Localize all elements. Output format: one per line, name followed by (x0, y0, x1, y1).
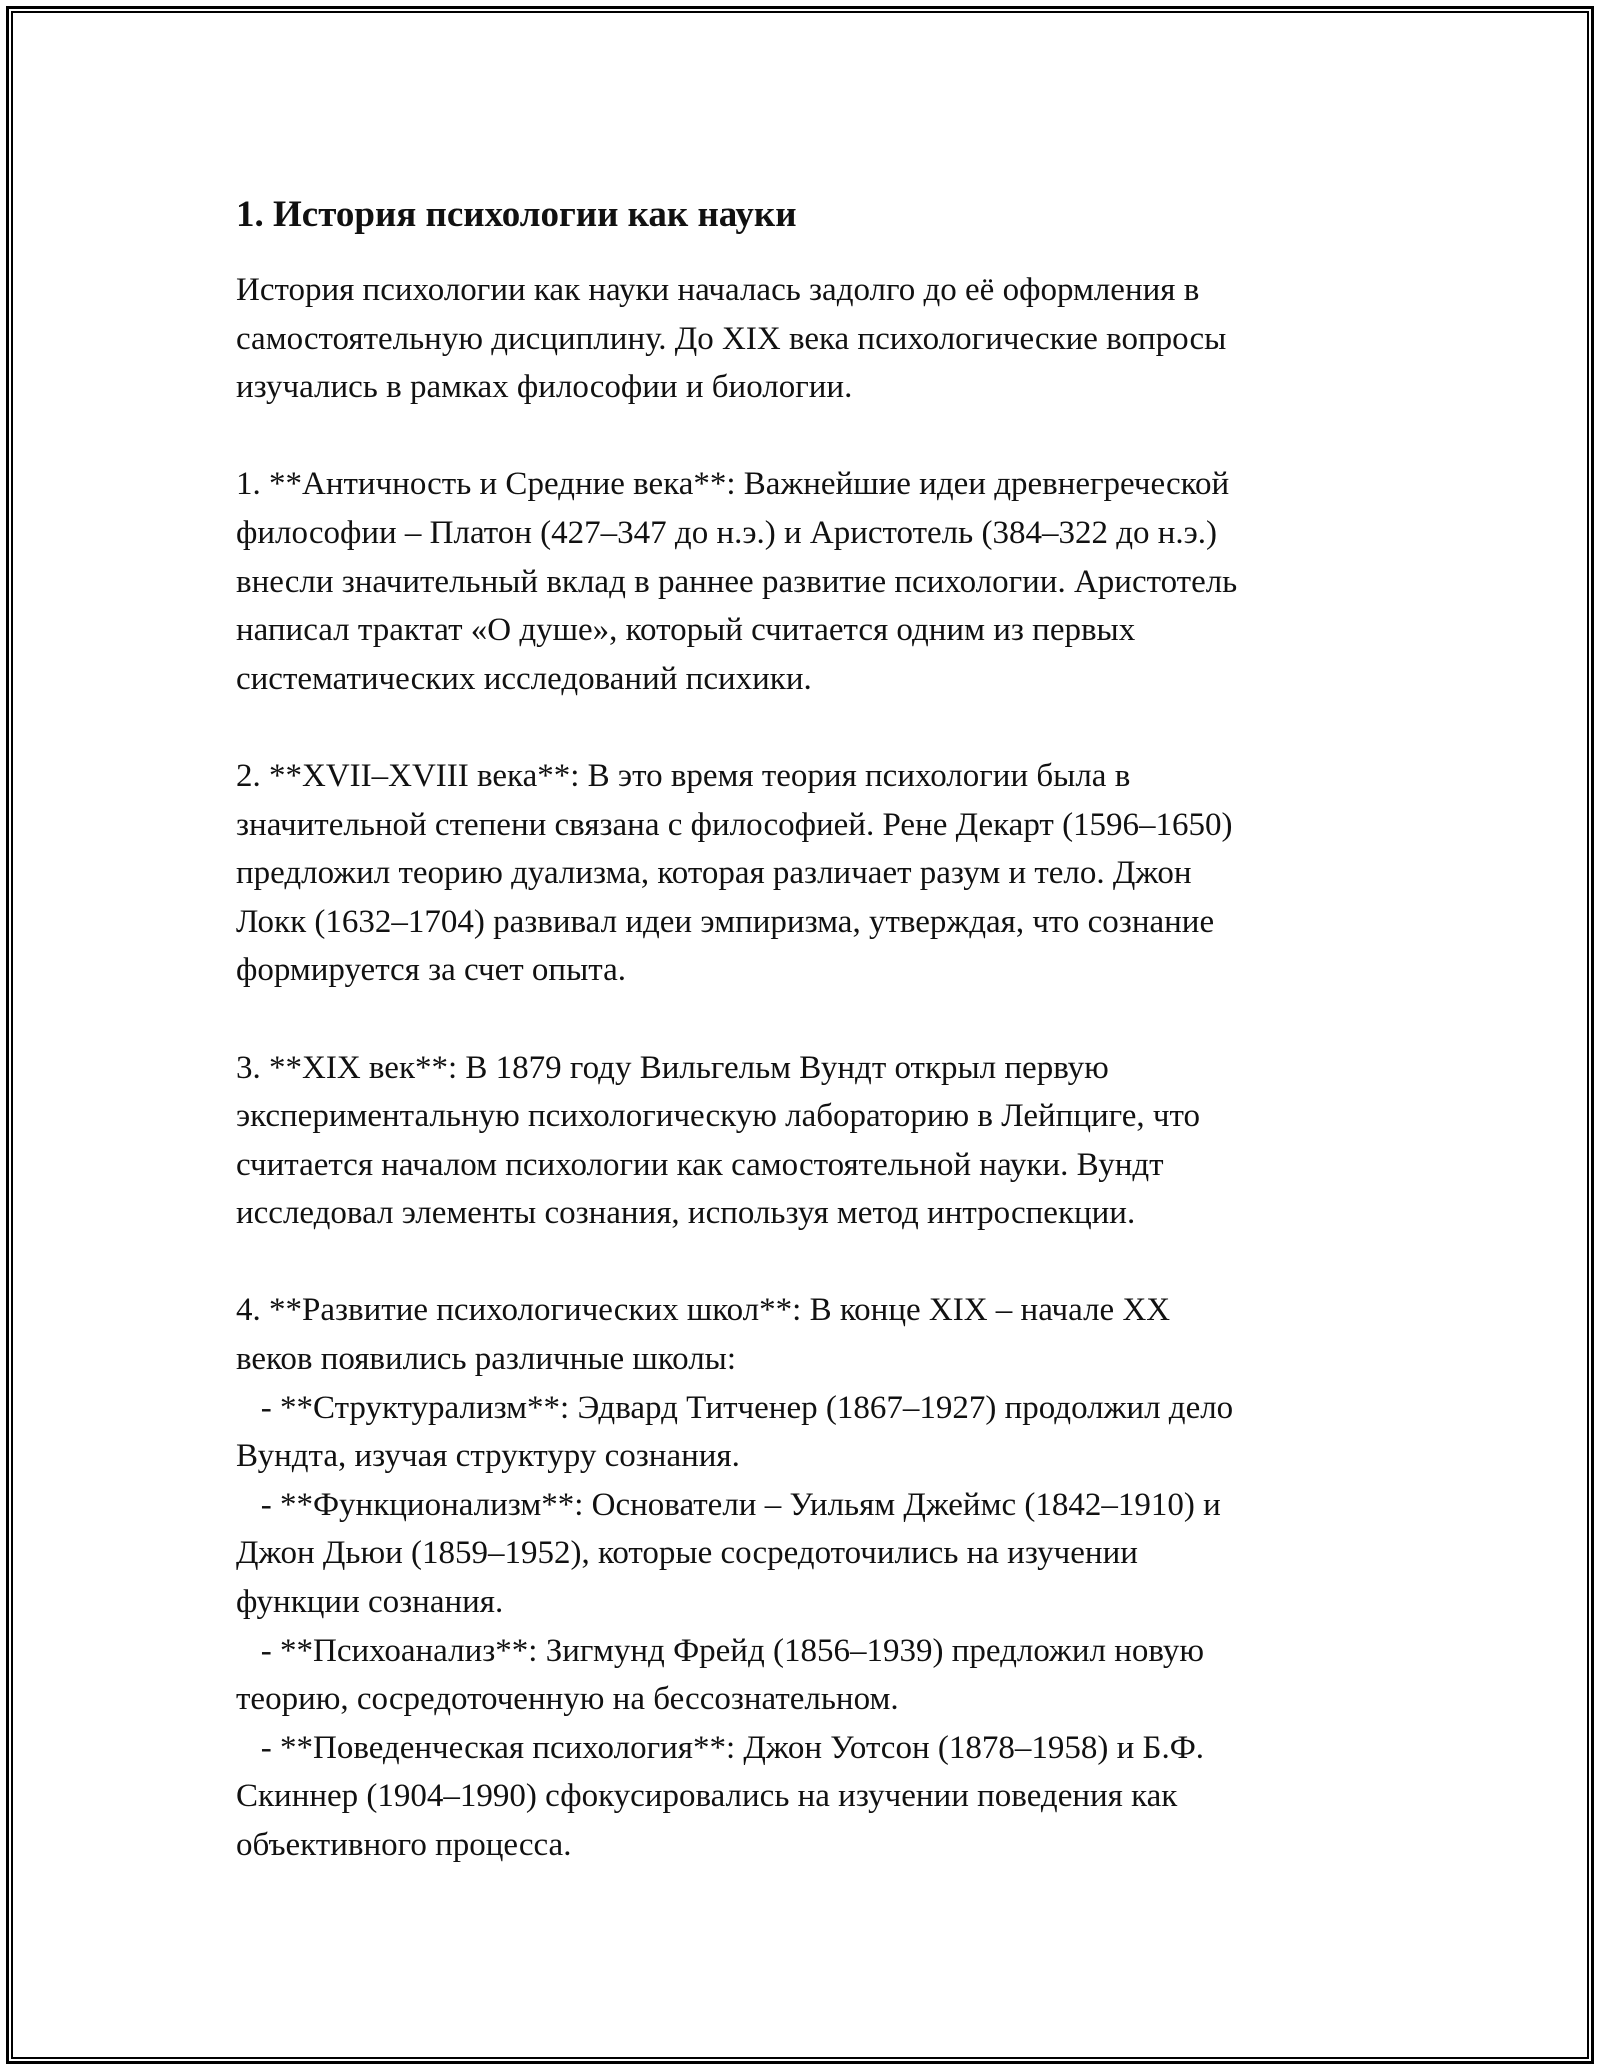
document-body (236, 186, 1376, 1870)
intro-paragraph: История психологии как науки началась задолго до её оформления в самостоятельную дисциплину. До XIX века психологические вопросы изучались в рамках философии и биологии. (236, 272, 1227, 406)
section-19-century: 3. **XIX век**: В 1879 году Вильгельм Вундт открыл первую экспериментальную психологическую лабораторию в Лейпциге, что считается началом психологии как самостоятельной науки. Вундт исследовал элементы сознания, используя метод интроспекции. (236, 1049, 1200, 1232)
document-title: 1. История психологии как науки (236, 194, 797, 235)
paragraph-spacer (236, 995, 1376, 1044)
paragraph-spacer (236, 703, 1376, 752)
section-antiquity: 1. **Античность и Средние века**: Важнейшие идеи древнегреческой философии – Платон (427–347 до н.э.) и Аристотель (384–322 до н.э.) внесли значительный вклад в раннее развитие психологии. Аристотель написал трактат «О душе», который считается одним из первых систематических исследований психики. (236, 466, 1238, 697)
section-psychological-schools: 4. **Развитие психологических школ**: В конце XIX – начале XX веков появились различные школы: - **Структурализм**: Эдвард Титченер (1867–1927) продолжил дело Вундта, изучая структуру сознания. - **Функционализм**: Основатели – Уильям Джеймс (1842–1910) и Джон Дьюи (1859–1952), которые сосредоточились на изучении функции сознания. - **Психоанализ**: Зигмунд Фрейд (1856–1939) предложил новую теорию, сосредоточенную на бессознательном. - **Поведенческая психология**: Джон Уотсон (1878–1958) и Б.Ф. Скиннер (1904–1990) сфокусировались на изучении поведения как объективного процесса. (236, 1292, 1234, 1863)
paragraph-spacer (236, 1238, 1376, 1287)
section-17-18-centuries: 2. **XVII–XVIII века**: В это время теория психологии была в значительной степени связана с философией. Рене Декарт (1596–1650) предложил теорию дуализма, которая различает разум и тело. Джон Локк (1632–1704) развивал идеи эмпиризма, утверждая, что сознание формируется за счет опыта. (236, 757, 1233, 989)
paragraph-spacer (236, 412, 1376, 461)
